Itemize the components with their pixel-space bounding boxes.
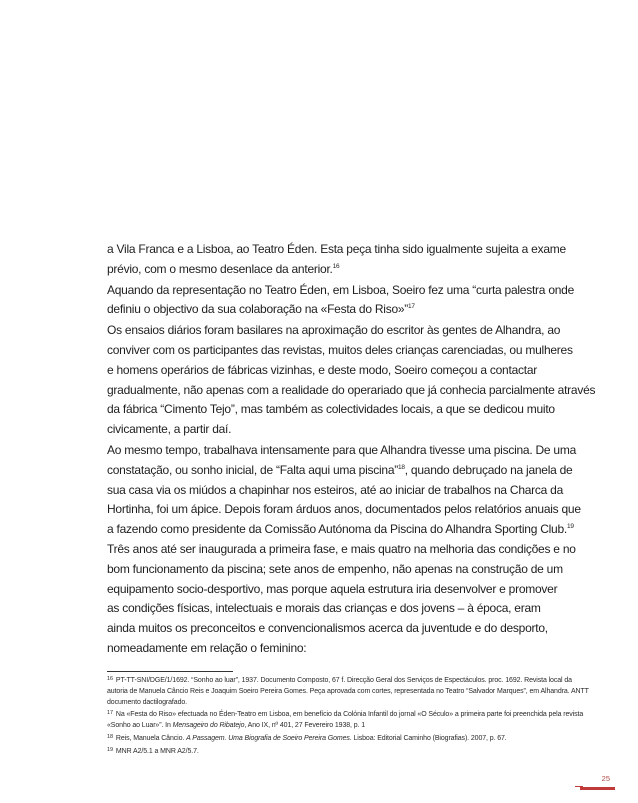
footnote-text: «Sonho ao Luar»”. In [107,722,173,730]
text-segment: a fazendo como presidente da Comissão Autónoma da Piscina do Alhandra Sporting Club. [107,522,567,537]
text-line: bom funcionamento da piscina; sete anos de empenho, não apenas na construção de um [107,561,563,576]
footnote-number: 17 [107,710,113,717]
text-line: as condições físicas, intelectuais e morais das crianças e dos jovens – à época, eram [107,601,541,616]
footnote-17 [107,708,612,732]
footnote-text: Reis, Manuela Câncio. [115,734,187,742]
text-line: gradualmente, não apenas com a realidade do operariado que já conhecia parcialmente através [107,382,596,397]
footnote-line [107,732,612,745]
body-text [107,240,597,659]
footnote-text: MNR A2/5.1 a MNR A2/5.7. [115,747,199,755]
footnote-ref-17: 17 [408,303,415,311]
text-line [107,300,597,320]
paragraph-3 [107,321,597,440]
footnotes [107,674,612,758]
text-line [107,461,597,481]
footnote-divider [107,671,233,672]
page-number-rule [580,787,615,790]
text-line: e homens operários de fábricas vizinhas, e deste modo, Soeiro começou a contactar [107,362,537,377]
footnote-number: 19 [107,746,113,753]
paragraph-1 [107,240,597,280]
footnote-italic-title: A Passagem. Uma Biografia de Soeiro Pereira Gomes [186,734,350,742]
text-line [107,260,597,280]
footnote-line: autoria de Manuela Câncio Reis e Joaquim Soeiro Pereira Gomes. Peça aprovada com cortes, representada no Teatro “Salvador Marques”, em Alhandra. ANTT [107,687,589,695]
footnote-line [107,721,612,732]
footnote-16 [107,674,612,708]
footnote-19 [107,745,612,758]
text-line: ainda muitos os preconceitos e convencionalismos acerca da juventude e do desporto, [107,621,548,636]
text-line: conviver com os participantes das revistas, muitos deles crianças carenciadas, ou mulheres [107,342,573,357]
footnote-line [107,708,612,721]
text-segment: prévio, com o mesmo desenlace da anterior. [107,261,333,276]
text-line: civicamente, a partir daí. [107,422,232,437]
text-line: Os ensaios diários foram basilares na aproximação do escritor às gentes de Alhandra, ao [107,323,561,338]
footnote-ref-19: 19 [566,523,574,531]
text-line: Aquando da representação no Teatro Éden, em Lisboa, Soeiro fez uma “curta palestra onde [107,282,575,297]
footnote-italic-title: Mensageiro do Ribatejo [172,722,245,730]
text-segment: , quando debruçado na janela de [404,462,573,477]
text-line: a Vila Franca e a Lisboa, ao Teatro Éden. Esta peça tinha sido igualmente sujeita a exame [107,242,566,256]
footnote-text: , Ano IX, nº 401, 27 Fevereiro 1938, p. 1 [244,722,366,730]
page-number: 25 [601,774,610,783]
text-segment: constatação, ou sonho inicial, de “Falta aqui uma piscina” [107,462,399,477]
footnote-line: documento dactilografado. [107,698,187,706]
paragraph-4 [107,441,597,659]
footnote-18 [107,732,612,745]
text-line: nomeadamente em relação o feminino: [107,640,307,655]
text-line: Hortinha, foi um ápice. Depois foram árduos anos, documentados pelos relatórios anuais que [107,502,581,517]
text-segment: definiu o objectivo da sua colaboração na «Festa do Riso»” [107,302,409,317]
footnote-ref-16: 16 [332,262,340,270]
footnote-number: 18 [107,733,113,740]
text-line: equipamento socio-desportivo, mas porque aquela estrutura iria desenvolver e promover [107,581,558,596]
footnote-ref-18: 18 [398,463,405,471]
text-line: sua casa via os miúdos a chapinhar nos esteiros, até ao iniciar de trabalhos na Charca da [107,482,564,497]
footnote-text: PT-TT-SNI/DGE/1/1692. “Sonho ao luar”, 1937. Documento Composto, 67 f. Direcção Geral dos Serviços de Espectáculos. proc. 1692. Revista local da [115,677,572,684]
footnote-text: Na «Festa do Riso» efectuada no Éden-Teatro em Lisboa, em benefício da Colónia Infantil do jornal «O Século» a primeira parte foi preenchida pela revista [115,711,584,719]
text-line: Três anos até ser inaugurada a primeira fase, e mais quatro na melhoria das condições e no [107,541,576,556]
text-line [107,520,597,540]
footnote-line [107,674,612,687]
footnote-text: . Lisboa: Editorial Caminho (Biografias). 2007, p. 67. [349,734,507,742]
text-line: Ao mesmo tempo, trabalhava intensamente para que Alhandra tivesse uma piscina. De uma [107,442,577,457]
footnote-line [107,745,612,758]
footnote-number: 16 [107,676,113,682]
paragraph-2 [107,281,597,321]
text-line: da fábrica “Cimento Tejo”, mas também as colectividades locais, a que se dedicou muito [107,402,555,417]
